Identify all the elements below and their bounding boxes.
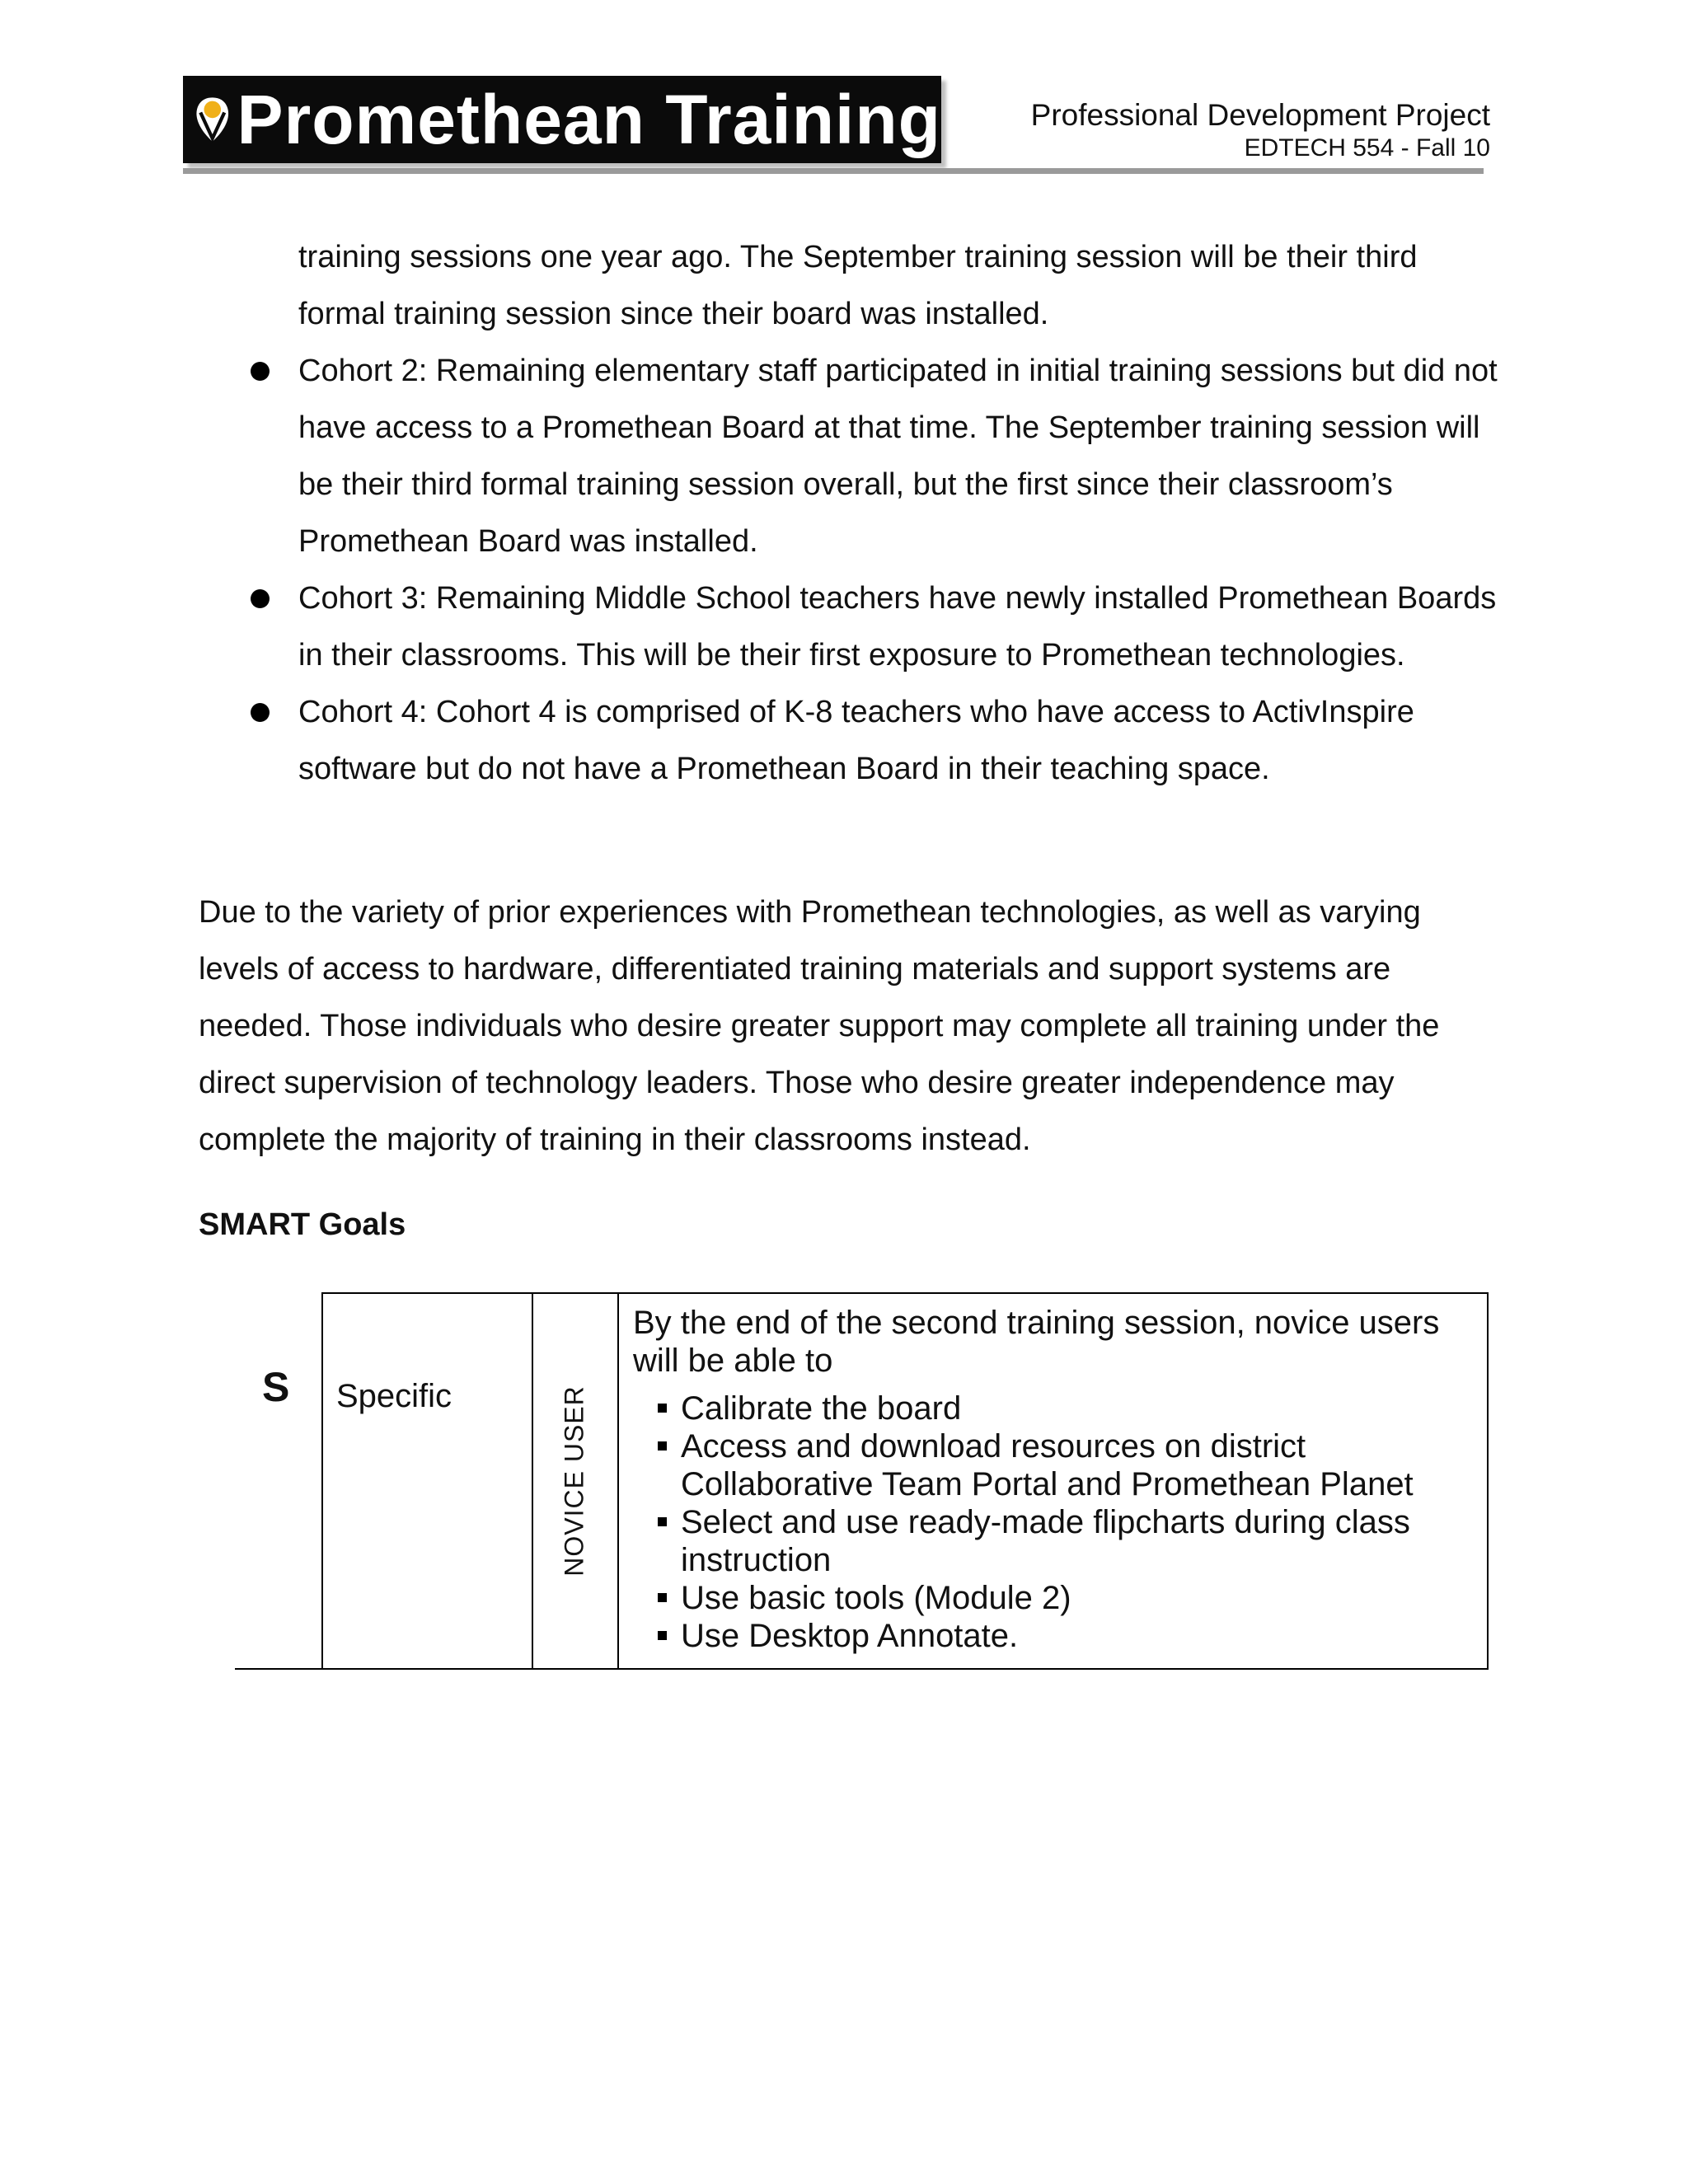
goal-item-text: Select and use ready-made flipcharts during class instruction xyxy=(681,1504,1410,1578)
goal-item-text: Calibrate the board xyxy=(681,1390,962,1427)
bullet-dot xyxy=(251,362,270,381)
goal-item xyxy=(658,1503,1482,1579)
goal-list xyxy=(658,1390,1482,1655)
table-border-top xyxy=(321,1292,1489,1294)
table-border-vertical xyxy=(1487,1292,1489,1670)
goal-category-label: Specific xyxy=(336,1378,452,1414)
goal-item xyxy=(658,1390,1482,1427)
goal-intro: By the end of the second training session, novice users will be able to xyxy=(633,1305,1440,1379)
body-paragraph: Due to the variety of prior experiences with Promethean technologies, as well as varying levels of access to hardware, differentiated training materials and support systems are needed. Those individuals who desire greater support may complete all training under the direct supervision of technology leaders. Those who desire greater independence may complete the majority of training in their classrooms instead. xyxy=(199,895,1440,1157)
table-border-bottom xyxy=(235,1668,1489,1670)
square-bullet xyxy=(658,1593,667,1602)
list-item xyxy=(247,570,1508,684)
square-bullet xyxy=(658,1517,667,1526)
goal-item xyxy=(658,1579,1482,1617)
square-bullet xyxy=(658,1441,667,1451)
list-item-text: Cohort 2: Remaining elementary staff participated in initial training sessions but did not have access to a Promethean Board at that time. The September training session will be their third formal training session overall, but the first since their classroom’s Promethean Board was installed. xyxy=(298,354,1498,559)
promethean-shield-icon xyxy=(195,80,231,159)
continued-bullet-text: training sessions one year ago. The September training session will be their third formal training session since their board was installed. xyxy=(298,240,1418,331)
goal-item-text: Use basic tools (Module 2) xyxy=(681,1580,1071,1616)
list-item-text: Cohort 4: Cohort 4 is comprised of K-8 teachers who have access to ActivInspire software but do not have a Promethean Board in their teaching space. xyxy=(298,695,1414,786)
logo-text: Promethean Training xyxy=(237,81,941,158)
table-border-vertical xyxy=(532,1292,533,1670)
square-bullet xyxy=(658,1631,667,1640)
table-border-vertical xyxy=(321,1292,323,1670)
logo-banner xyxy=(183,76,941,163)
goal-item xyxy=(658,1427,1482,1503)
goal-item-text: Access and download resources on district Collaborative Team Portal and Promethean Planet xyxy=(681,1428,1414,1502)
cohort-list xyxy=(247,343,1508,798)
course-page-label: EDTECH 554 - Fall 10 xyxy=(1244,134,1490,162)
list-item xyxy=(247,684,1508,798)
list-item-text: Cohort 3: Remaining Middle School teachers have newly installed Promethean Boards in their classrooms. This will be their first exposure to Promethean technologies. xyxy=(298,581,1497,673)
square-bullet xyxy=(658,1404,667,1413)
bullet-dot xyxy=(251,703,270,722)
header-divider xyxy=(183,168,1484,174)
user-level-label: NOVICE USER xyxy=(559,1385,589,1577)
goal-item-text: Use Desktop Annotate. xyxy=(681,1618,1019,1654)
project-title: Professional Development Project xyxy=(1030,98,1490,132)
smart-letter: S xyxy=(262,1364,290,1410)
section-heading: SMART Goals xyxy=(199,1207,406,1242)
bullet-dot xyxy=(251,589,270,608)
table-border-vertical xyxy=(617,1292,619,1670)
goal-item xyxy=(658,1617,1482,1655)
list-item xyxy=(247,343,1508,570)
header-info xyxy=(1031,97,1490,163)
